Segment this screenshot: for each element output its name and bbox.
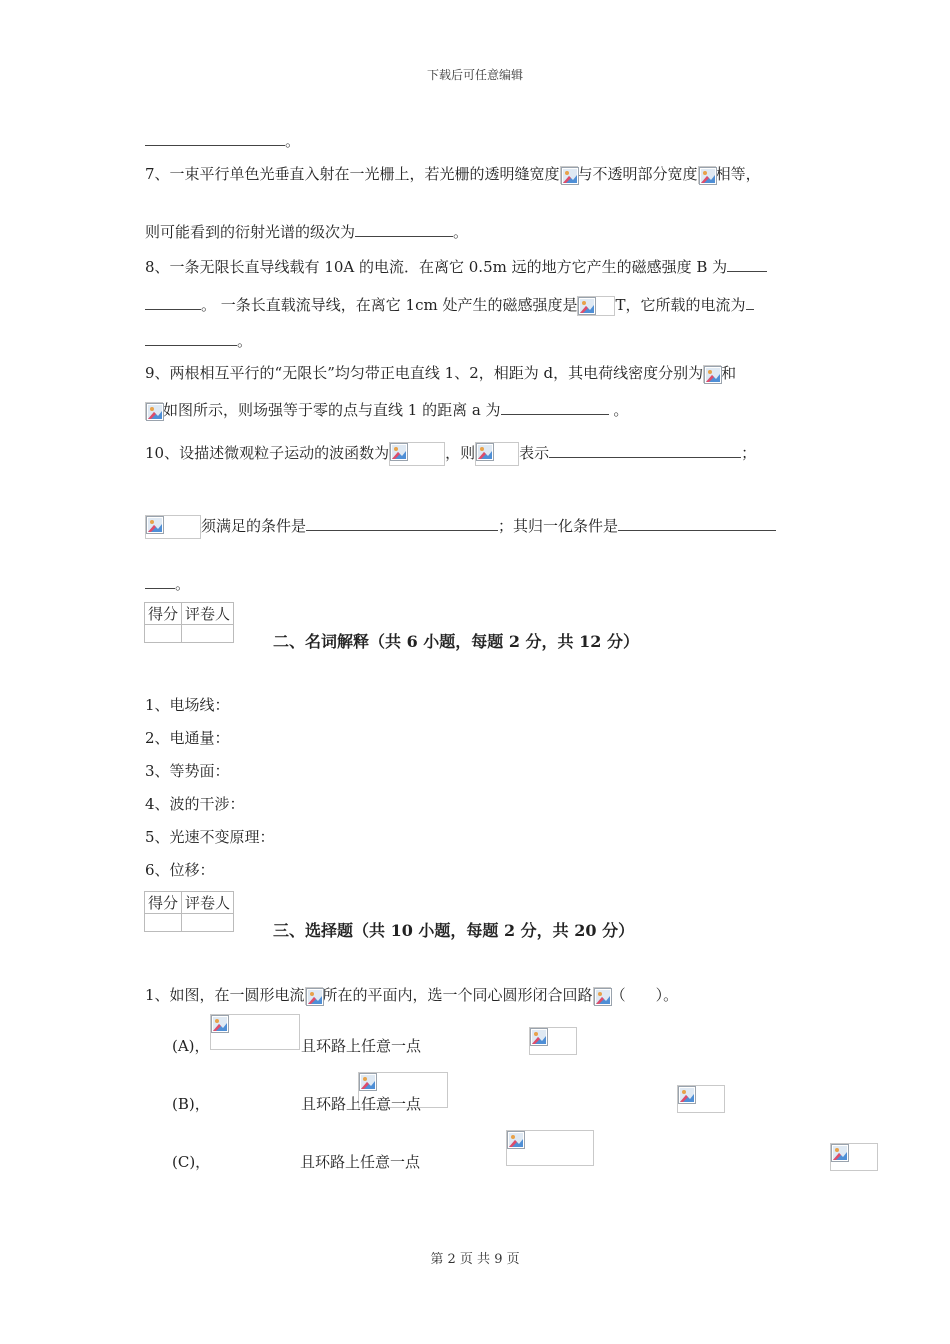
score-table — [144, 602, 234, 643]
answer-blank[interactable] — [618, 516, 776, 531]
option-a-text: 且环路上任意一点 — [301, 1037, 422, 1055]
broken-image-icon — [594, 988, 612, 1006]
q7-line2-text: 则可能看到的衍射光谱的级次为 — [145, 223, 356, 241]
q8-unit: T，它所载的电流为 — [615, 296, 746, 314]
score-label: 得分 — [145, 892, 182, 914]
page-footer: 第 2 页 共 9 页 — [430, 1252, 520, 1267]
q7-end: 。 — [453, 223, 469, 241]
q9-line2-text: 如图所示，则场强等于零的点与直线 1 的距离 a 为 — [163, 401, 501, 419]
answer-blank[interactable] — [355, 222, 453, 237]
answer-blank[interactable] — [746, 295, 754, 310]
score-cell[interactable] — [145, 914, 182, 932]
broken-image-icon — [678, 1086, 696, 1104]
grader-label: 评卷人 — [182, 603, 234, 625]
option-a-image-2 — [529, 1027, 577, 1055]
q10-text-a: 10、设描述微观粒子运动的波函数为 — [145, 444, 390, 462]
q7-line1 — [145, 164, 761, 184]
q8-line1-text: 8、一条无限长直导线载有 10A 的电流．在离它 0.5m 远的地方它产生的磁感强度 B 为 — [145, 258, 728, 276]
formula-image — [560, 166, 578, 184]
q10-text-e: 须满足的条件是 — [201, 517, 307, 535]
broken-image-icon — [561, 167, 579, 185]
option-b-image-2 — [677, 1085, 725, 1113]
formula-image — [389, 442, 445, 466]
term-item: 5、光速不变原理： — [145, 828, 275, 846]
answer-blank[interactable] — [306, 516, 498, 531]
q8-mid: 。 一条长直载流导线，在离它 1cm 处产生的磁感强度是 — [201, 296, 578, 314]
formula-image — [145, 515, 201, 539]
broken-image-icon — [578, 297, 596, 315]
q10-line2 — [145, 515, 776, 539]
broken-image-icon — [530, 1028, 548, 1046]
q9-line2 — [145, 400, 628, 420]
q10-line1 — [145, 442, 756, 466]
score-label: 得分 — [145, 603, 182, 625]
broken-image-icon — [306, 988, 324, 1006]
option-b-label[interactable]: (B)， — [172, 1095, 210, 1113]
q8-line2 — [145, 295, 754, 316]
formula-image — [305, 987, 323, 1005]
q8-end: 。 — [237, 332, 253, 350]
option-a-label[interactable]: (A)， — [172, 1037, 210, 1055]
q10-text-b: ，则 — [445, 444, 476, 462]
score-cell[interactable] — [145, 625, 182, 643]
mc-q1-text-b: 所在的平面内，选一个同心圆形闭合回路 — [322, 986, 593, 1004]
formula-image — [145, 402, 163, 420]
option-c-text: 且环路上任意一点 — [300, 1153, 421, 1171]
q10-text-g: 。 — [175, 575, 191, 593]
grader-cell[interactable] — [182, 914, 234, 932]
option-b-text: 且环路上任意一点 — [301, 1095, 422, 1113]
term-item: 6、位移： — [145, 861, 215, 879]
q7-text-b: 与不透明部分宽度 — [577, 165, 698, 183]
formula-image — [475, 442, 519, 466]
answer-blank[interactable] — [549, 443, 741, 458]
term-item: 3、等势面： — [145, 762, 230, 780]
q9-end: 。 — [613, 401, 629, 419]
formula-image — [703, 365, 721, 383]
option-c-label[interactable]: (C)， — [172, 1153, 211, 1171]
option-c-image — [506, 1130, 594, 1166]
q9-and: 和 — [721, 364, 737, 382]
mc-q1-text-a: 1、如图，在一圆形电流 — [145, 986, 305, 1004]
term-item: 2、电通量： — [145, 729, 230, 747]
broken-image-icon — [507, 1131, 525, 1149]
q10-text-f: ；其归一化条件是 — [498, 517, 619, 535]
answer-blank[interactable] — [145, 331, 237, 346]
section2-title: 二、名词解释（共 6 小题，每题 2 分，共 12 分） — [273, 632, 639, 651]
q7-line2 — [145, 222, 468, 242]
option-a-image — [210, 1014, 300, 1050]
broken-image-icon — [704, 366, 722, 384]
option-c-image-2 — [830, 1143, 878, 1171]
q10-text-d: ； — [741, 444, 757, 462]
grader-label: 评卷人 — [182, 892, 234, 914]
q6-end-line — [145, 131, 300, 151]
q9-line1 — [145, 363, 736, 383]
q10-line3 — [145, 574, 190, 594]
q9-line1-text: 9、两根相互平行的“无限长”均匀带正电直线 1、2，相距为 d，其电荷线密度分别为 — [145, 364, 704, 382]
q8-line1 — [145, 257, 767, 277]
formula-image — [577, 296, 615, 316]
score-table — [144, 891, 234, 932]
broken-image-icon — [831, 1144, 849, 1162]
q7-text-a: 7、一束平行单色光垂直入射在一光栅上，若光栅的透明缝宽度 — [145, 165, 560, 183]
answer-blank[interactable] — [501, 400, 609, 415]
answer-blank[interactable] — [145, 574, 175, 589]
broken-image-icon — [359, 1073, 377, 1091]
q7-text-c: 相等， — [715, 165, 761, 183]
answer-blank[interactable] — [145, 131, 285, 146]
broken-image-icon — [699, 167, 717, 185]
broken-image-icon — [390, 443, 408, 461]
page-header: 下载后可任意编辑 — [426, 68, 523, 82]
term-item: 4、波的干涉： — [145, 795, 245, 813]
q6-end: 。 — [285, 132, 301, 150]
answer-blank[interactable] — [145, 295, 201, 310]
section3-title: 三、选择题（共 10 小题，每题 2 分，共 20 分） — [273, 921, 635, 940]
grader-cell[interactable] — [182, 625, 234, 643]
broken-image-icon — [476, 443, 494, 461]
term-item: 1、电场线： — [145, 696, 230, 714]
q8-line3 — [145, 331, 252, 351]
broken-image-icon — [146, 403, 164, 421]
mc-q1-stem — [145, 985, 678, 1005]
formula-image — [698, 166, 716, 184]
broken-image-icon — [146, 516, 164, 534]
q10-text-c: 表示 — [519, 444, 550, 462]
formula-image — [593, 987, 611, 1005]
answer-blank[interactable] — [727, 257, 767, 272]
broken-image-icon — [211, 1015, 229, 1033]
mc-q1-text-c: （ ）。 — [610, 986, 679, 1004]
